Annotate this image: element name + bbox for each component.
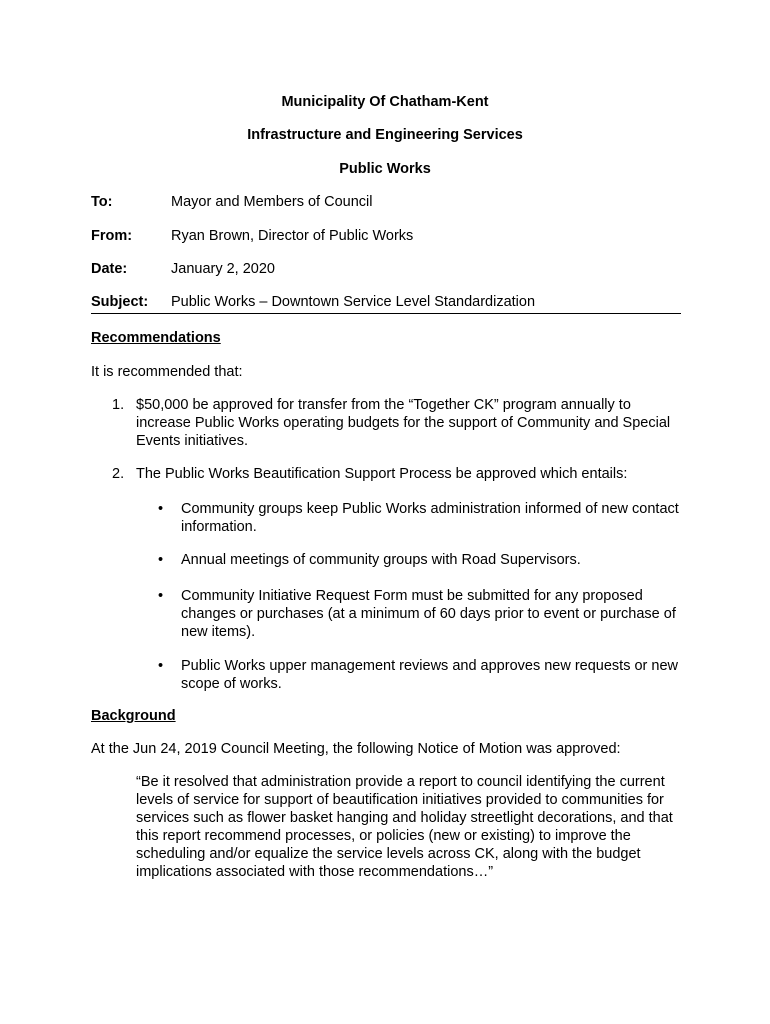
bullet-2-marker: • xyxy=(158,552,164,568)
bullet-3-marker: • xyxy=(158,588,164,604)
memo-from-label: From: xyxy=(91,228,133,244)
bullet-4-text: Public Works upper management reviews and approves new requests or new scope of works. xyxy=(181,658,679,692)
memo-to-label: To: xyxy=(91,194,113,210)
municipality-title: Municipality Of Chatham-Kent xyxy=(281,94,489,110)
bullet-4-marker: • xyxy=(158,658,164,674)
memo-date-label: Date: xyxy=(91,261,128,277)
subject-divider xyxy=(91,313,681,314)
bullet-1-marker: • xyxy=(158,501,164,517)
memo-date-value: January 2, 2020 xyxy=(171,261,275,277)
memo-to-value: Mayor and Members of Council xyxy=(171,194,373,210)
background-heading: Background xyxy=(91,708,176,724)
bullet-1-text: Community groups keep Public Works administration informed of new contact information. xyxy=(181,501,679,535)
bullet-3-text: Community Initiative Request Form must be submitted for any proposed changes or purchases (at a minimum of 60 days prior to event or purchase of new items). xyxy=(181,588,676,640)
memo-subject-label: Subject: xyxy=(91,294,149,310)
background-intro: At the Jun 24, 2019 Council Meeting, the following Notice of Motion was approved: xyxy=(91,741,621,757)
memo-subject-value: Public Works – Downtown Service Level Standardization xyxy=(171,294,536,310)
department-title: Infrastructure and Engineering Services xyxy=(247,127,523,143)
recommendation-1-text: $50,000 be approved for transfer from the “Together CK” program annually to increase Public Works operating budgets for the support of Community and Special Events initiatives. xyxy=(136,397,671,449)
notice-of-motion-quote: “Be it resolved that administration provide a report to council identifying the current levels of service for support of beautification initiatives provided to communities for services such as flower basket hanging and holiday streetlight decorations, and that this report recommend processes, or policies (new or existing) to improve the scheduling and/or equalize the service levels across CK, along with the budget implications associated with those recommendations…” xyxy=(136,774,673,880)
division-title: Public Works xyxy=(339,161,431,177)
recommendation-1-number: 1. xyxy=(112,397,125,413)
bullet-2-text: Annual meetings of community groups with Road Supervisors. xyxy=(181,552,581,568)
recommendations-heading: Recommendations xyxy=(91,330,221,346)
recommendations-intro: It is recommended that: xyxy=(91,364,243,380)
recommendation-2-text: The Public Works Beautification Support Process be approved which entails: xyxy=(136,466,628,482)
recommendation-2-number: 2. xyxy=(112,466,125,482)
memo-from-value: Ryan Brown, Director of Public Works xyxy=(171,228,414,244)
